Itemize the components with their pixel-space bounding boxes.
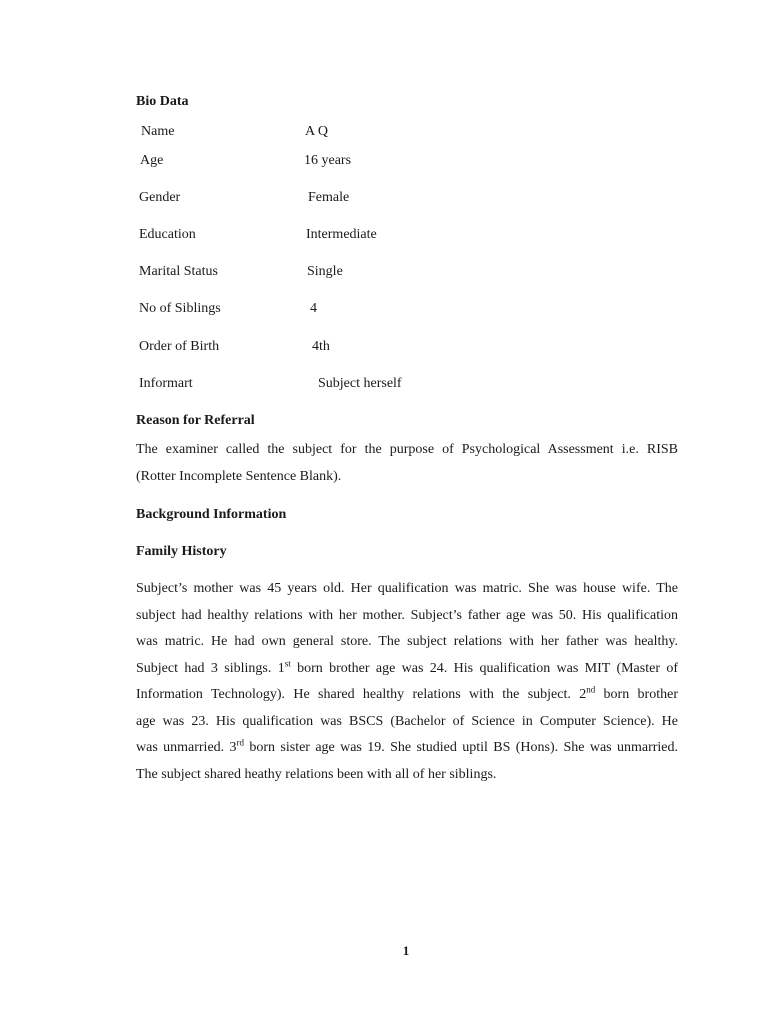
paragraph-line: was unmarried. 3rd born sister age was 19. She studied uptil BS (Hons). She was unmarried. xyxy=(136,737,678,755)
bio-label-marital-status: Marital Status xyxy=(139,264,218,279)
paragraph-line: (Rotter Incomplete Sentence Blank). xyxy=(136,468,342,484)
bio-label-informant: Informart xyxy=(139,376,193,391)
family-history-paragraph xyxy=(136,576,678,788)
bio-value-education: Intermediate xyxy=(306,227,377,242)
paragraph-line: The subject shared heathy relations been with all of her siblings. xyxy=(136,766,497,782)
paragraph-line: The examiner called the subject for the purpose of Psychological Assessment i.e. RISB xyxy=(136,442,678,457)
bio-value-age: 16 years xyxy=(304,153,352,168)
bio-label-name: Name xyxy=(141,124,175,139)
bio-label-education: Education xyxy=(139,227,196,242)
bio-value-informant: Subject herself xyxy=(318,376,402,391)
paragraph-line: was matric. He had own general store. The subject relations with her father was healthy. xyxy=(136,634,678,649)
paragraph-line: Subject had 3 siblings. 1st born brother age was 24. His qualification was MIT (Master of xyxy=(136,657,678,676)
bio-value-marital-status: Single xyxy=(307,264,343,279)
bio-data-heading: Bio Data xyxy=(136,94,189,109)
paragraph-line: Information Technology). He shared healthy relations with the subject. 2nd born brother xyxy=(136,684,678,702)
bio-value-order-of-birth: 4th xyxy=(312,339,330,354)
paragraph-line: Subject’s mother was 45 years old. Her qualification was matric. She was house wife. The xyxy=(136,581,678,596)
bio-value-name: A Q xyxy=(305,124,328,139)
background-heading: Background Information xyxy=(136,507,287,522)
referral-paragraph xyxy=(136,437,678,490)
bio-label-order-of-birth: Order of Birth xyxy=(139,339,220,354)
bio-value-siblings: 4 xyxy=(310,301,317,316)
page-number: 1 xyxy=(402,943,410,958)
bio-label-gender: Gender xyxy=(139,190,181,205)
bio-label-siblings: No of Siblings xyxy=(139,301,221,316)
paragraph-line: age was 23. His qualification was BSCS (Bachelor of Science in Computer Science). He xyxy=(136,713,678,729)
paragraph-line: subject had healthy relations with her mother. Subject’s father age was 50. His qualification xyxy=(136,607,678,623)
bio-label-age: Age xyxy=(140,153,164,168)
bio-value-gender: Female xyxy=(308,190,350,205)
family-history-heading: Family History xyxy=(136,544,227,559)
referral-heading: Reason for Referral xyxy=(136,413,255,428)
